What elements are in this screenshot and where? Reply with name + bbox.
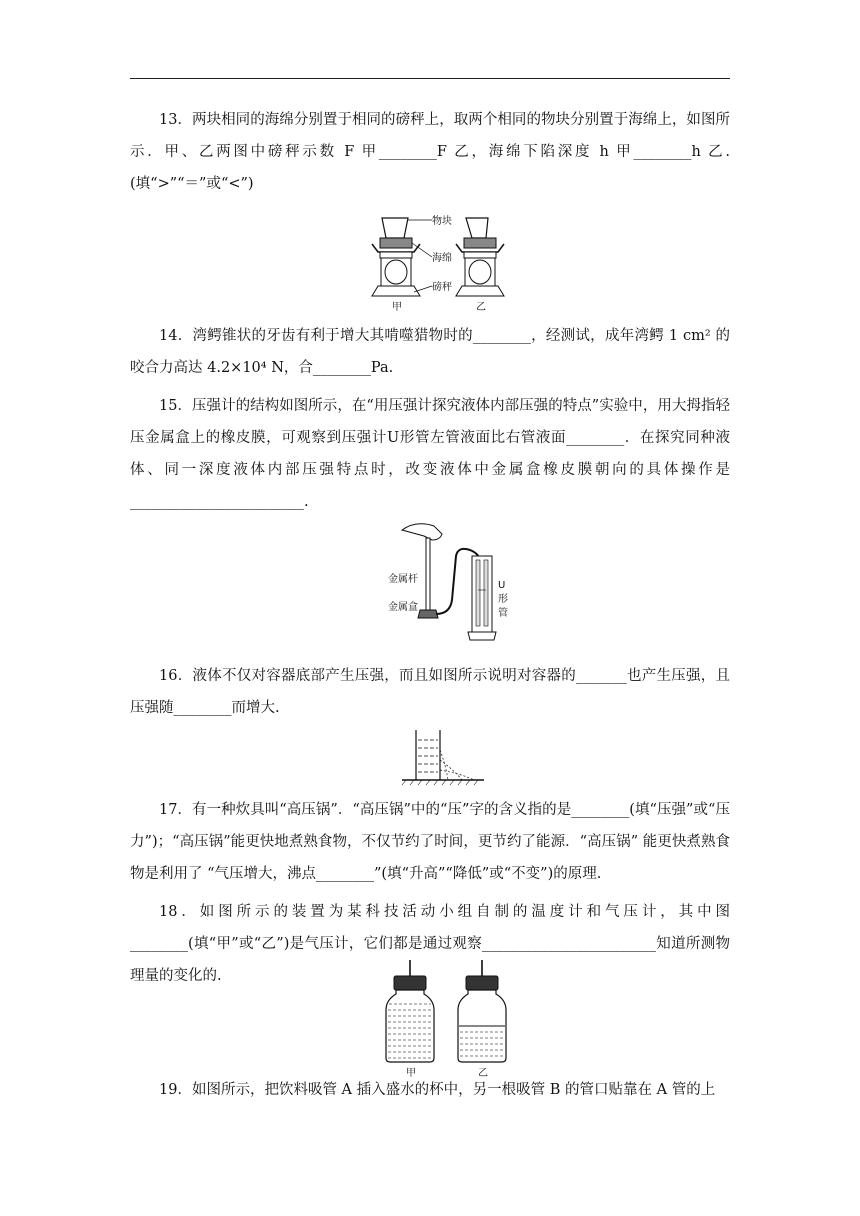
label-right-yi: 乙 (478, 1068, 488, 1078)
question-15-text: 15．压强计的结构如图所示，在“用压强计探究液体内部压强的特点”实验中，用大拇指轻压金属盒上的橡皮膜，可观察到压强计U形管左管液面比右管液面________．在探究同种液体、同一深度液体内部压强特点时，改变液体中金属盒橡皮膜朝向的具体操作是________________________. (130, 398, 730, 510)
label-left-jia: 甲 (406, 1068, 416, 1078)
question-13-text: 13．两块相同的海绵分别置于相同的磅秤上，取两个相同的物块分别置于海绵上，如图所示．甲、乙两图中磅秤示数 F 甲________F 乙，海绵下陷深度 h 甲________h 乙. (填“>”“＝”或“<”) (130, 112, 730, 192)
label-scale: 磅秤 (432, 282, 452, 293)
label-guan: 管 (498, 608, 508, 619)
question-14-text: 14．湾鳄锥状的牙齿有利于增大其啃噬猎物时的________，经测试，成年湾鳄 1 cm² 的咬合力高达 4.2×10⁴ N，合________Pa. (130, 328, 730, 376)
question-14 (130, 320, 730, 384)
header-rule (130, 78, 730, 79)
question-17 (130, 794, 730, 890)
label-sponge: 海绵 (432, 253, 452, 264)
figure-pressure-gauge (384, 520, 514, 650)
label-metal-box: 金属盒 (388, 602, 418, 613)
question-19 (130, 1074, 730, 1106)
label-metal-rod: 金属杆 (388, 574, 418, 585)
question-16 (130, 660, 730, 724)
figure-thermometer-barometer (380, 958, 520, 1078)
label-block: 物块 (432, 216, 452, 227)
question-15 (130, 390, 730, 518)
label-left-jia: 甲 (392, 302, 402, 313)
label-right-yi: 乙 (476, 302, 486, 313)
figure-liquid-side-pressure (398, 726, 488, 786)
figure-sponge-scales (368, 210, 528, 314)
question-18-text: 18．如图所示的装置为某科技活动小组自制的温度计和气压计，其中图________(填“甲”或“乙”)是气压计，它们都是通过观察________________________知道所测物理量的变化的. (130, 904, 730, 984)
question-19-text: 19．如图所示，把饮料吸管 A 插入盛水的杯中，另一根吸管 B 的管口贴靠在 A 管的上 (159, 1082, 716, 1098)
label-u: U (498, 580, 506, 591)
question-17-text: 17．有一种炊具叫“高压锅”．“高压锅”中的“压”字的含义指的是________(填“压强”或“压力”)；“高压锅”能更快地煮熟食物，不仅节约了时间，更节约了能源．“高压锅” 能更快煮熟食物是利用了 “气压增大，沸点________”(填“升高”“降低”或“不变”)的原理. (130, 802, 730, 882)
label-xing: 形 (498, 594, 508, 605)
question-16-text: 16．液体不仅对容器底部产生压强，而且如图所示说明对容器的_______也产生压强，且压强随________而增大. (130, 668, 730, 716)
question-13 (130, 104, 730, 200)
